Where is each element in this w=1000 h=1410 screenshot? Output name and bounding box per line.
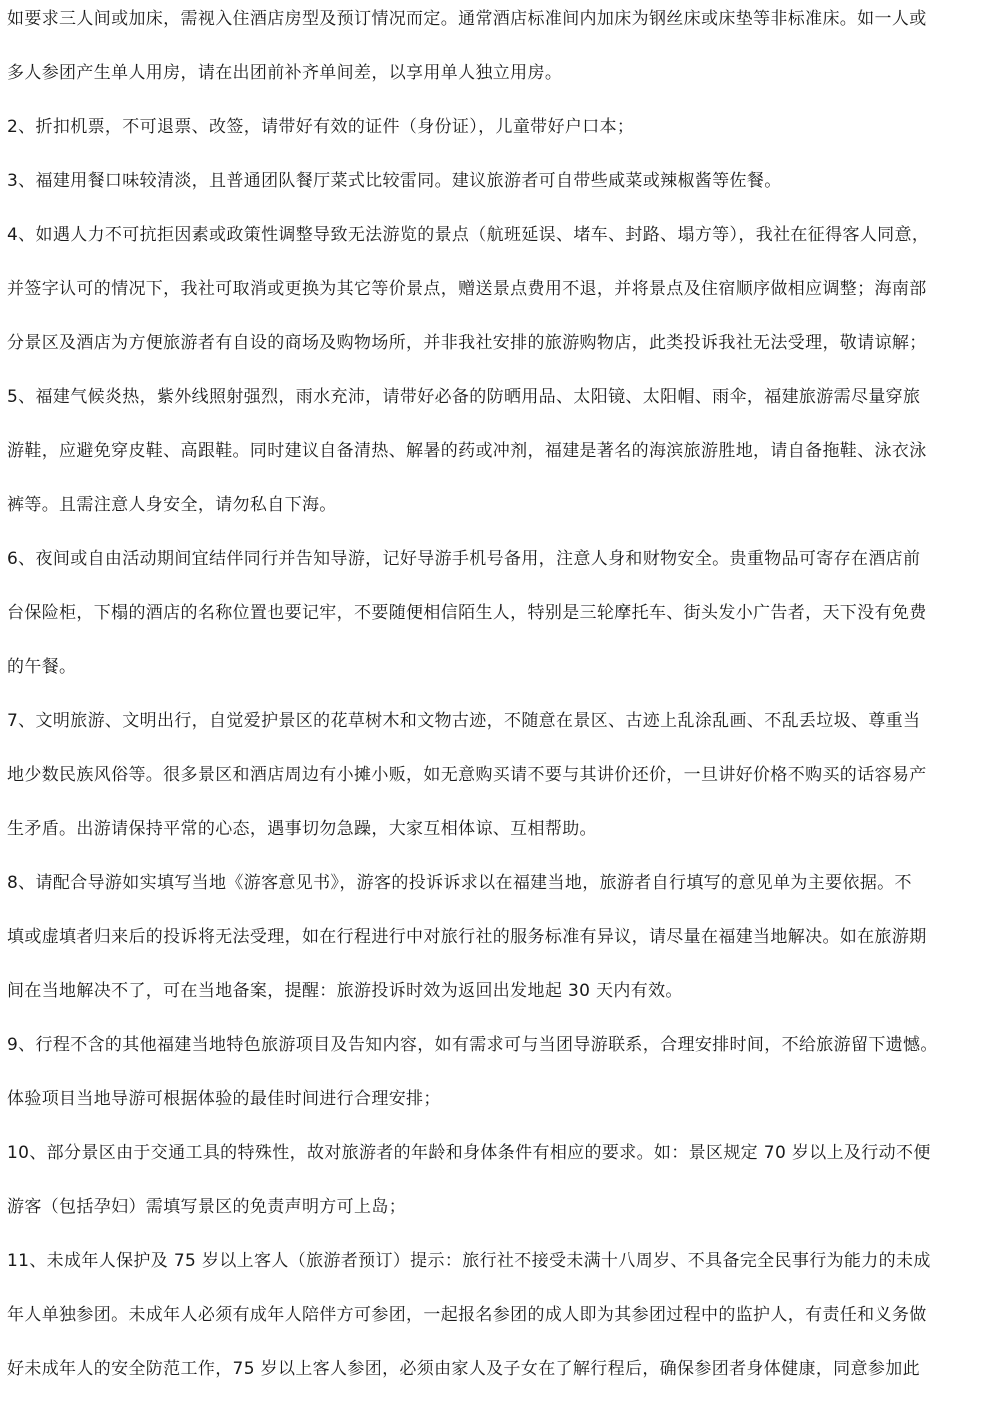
text-line: 台保险柜，下榻的酒店的名称位置也要记牢，不要随便相信陌生人，特别是三轮摩托车、街头发小广告者，天下没有免费 <box>7 603 927 623</box>
text-line: 8、请配合导游如实填写当地《游客意见书》，游客的投诉诉求以在福建当地，旅游者自行填写的意见单为主要依据。不 <box>7 873 912 893</box>
paragraph-item-7-civilized-travel <box>7 702 997 864</box>
text-line: 5、福建气候炎热，紫外线照射强烈，雨水充沛，请带好必备的防晒用品、太阳镜、太阳帽、雨伞，福建旅游需尽量穿旅 <box>7 387 921 407</box>
paragraph-item-5-climate <box>7 378 997 540</box>
paragraph-item-10-age-requirements <box>7 1134 997 1242</box>
text-line: 年人单独参团。未成年人必须有成年人陪伴方可参团，一起报名参团的成人即为其参团过程中的监护人，有责任和义务做 <box>7 1305 927 1325</box>
text-line: 11、未成年人保护及 75 岁以上客人（旅游者预订）提示：旅行社不接受未满十八周岁、不具备完全民事行为能力的未成 <box>7 1251 931 1271</box>
text-line: 游客（包括孕妇）需填写景区的免责声明方可上岛； <box>7 1197 407 1217</box>
text-line: 填或虚填者归来后的投诉将无法受理，如在行程进行中对旅行社的服务标准有异议，请尽量在福建当地解决。如在旅游期 <box>7 927 927 947</box>
paragraph-item-8-feedback <box>7 864 997 1026</box>
text-line: 游鞋，应避免穿皮鞋、高跟鞋。同时建议自备清热、解暑的药或冲剂，福建是著名的海滨旅游胜地，请自备拖鞋、泳衣泳 <box>7 441 927 461</box>
text-line: 9、行程不含的其他福建当地特色旅游项目及告知内容，如有需求可与当团导游联系，合理安排时间，不给旅游留下遗憾。 <box>7 1035 938 1055</box>
text-line: 并签字认可的情况下，我社可取消或更换为其它等价景点，赠送景点费用不退，并将景点及住宿顺序做相应调整；海南部 <box>7 279 927 299</box>
text-line: 7、文明旅游、文明出行，自觉爱护景区的花草树木和文物古迹，不随意在景区、古迹上乱涂乱画、不乱丢垃圾、尊重当 <box>7 711 921 731</box>
text-line: 多人参团产生单人用房，请在出团前补齐单间差，以享用单人独立用房。 <box>7 63 563 83</box>
text-line: 10、部分景区由于交通工具的特殊性，故对旅游者的年龄和身体条件有相应的要求。如：景区规定 70 岁以上及行动不便 <box>7 1143 931 1163</box>
text-line: 4、如遇人力不可抗拒因素或政策性调整导致无法游览的景点（航班延误、堵车、封路、塌方等），我社在征得客人同意， <box>7 225 930 245</box>
text-line: 好未成年人的安全防范工作，75 岁以上客人参团，必须由家人及子女在了解行程后，确保参团者身体健康，同意参加此 <box>7 1359 920 1379</box>
paragraph-item-3-meals <box>7 162 997 216</box>
travel-notice-document <box>7 0 997 1404</box>
text-line: 地少数民族风俗等。很多景区和酒店周边有小摊小贩，如无意购买请不要与其讲价还价，一旦讲好价格不购买的话容易产 <box>7 765 927 785</box>
text-line: 分景区及酒店为方便旅游者有自设的商场及购物场所，并非我社安排的旅游购物店，此类投诉我社无法受理，敬请谅解； <box>7 333 927 353</box>
paragraph-item-4-force-majeure <box>7 216 997 378</box>
text-line: 生矛盾。出游请保持平常的心态，遇事切勿急躁，大家互相体谅、互相帮助。 <box>7 819 597 839</box>
text-line: 体验项目当地导游可根据体验的最佳时间进行合理安排； <box>7 1089 441 1109</box>
paragraph-item-9-extra-activities <box>7 1026 997 1134</box>
text-line: 如要求三人间或加床，需视入住酒店房型及预订情况而定。通常酒店标准间内加床为钢丝床或床垫等非标准床。如一人或 <box>7 9 927 29</box>
text-line: 裤等。且需注意人身安全，请勿私自下海。 <box>7 495 337 515</box>
text-line: 的午餐。 <box>7 657 77 677</box>
paragraph-item-11-minors-seniors <box>7 1242 997 1404</box>
paragraph-item-6-safety <box>7 540 997 702</box>
paragraph-item-2-tickets <box>7 108 997 162</box>
text-line: 间在当地解决不了，可在当地备案，提醒：旅游投诉时效为返回出发地起 30 天内有效。 <box>7 981 683 1001</box>
paragraph-room-arrangement <box>7 0 997 108</box>
text-line: 6、夜间或自由活动期间宜结伴同行并告知导游，记好导游手机号备用，注意人身和财物安全。贵重物品可寄存在酒店前 <box>7 549 921 569</box>
text-line: 2、折扣机票，不可退票、改签，请带好有效的证件（身份证），儿童带好户口本； <box>7 117 635 137</box>
text-line: 3、福建用餐口味较清淡，且普通团队餐厅菜式比较雷同。建议旅游者可自带些咸菜或辣椒酱等佐餐。 <box>7 171 782 191</box>
